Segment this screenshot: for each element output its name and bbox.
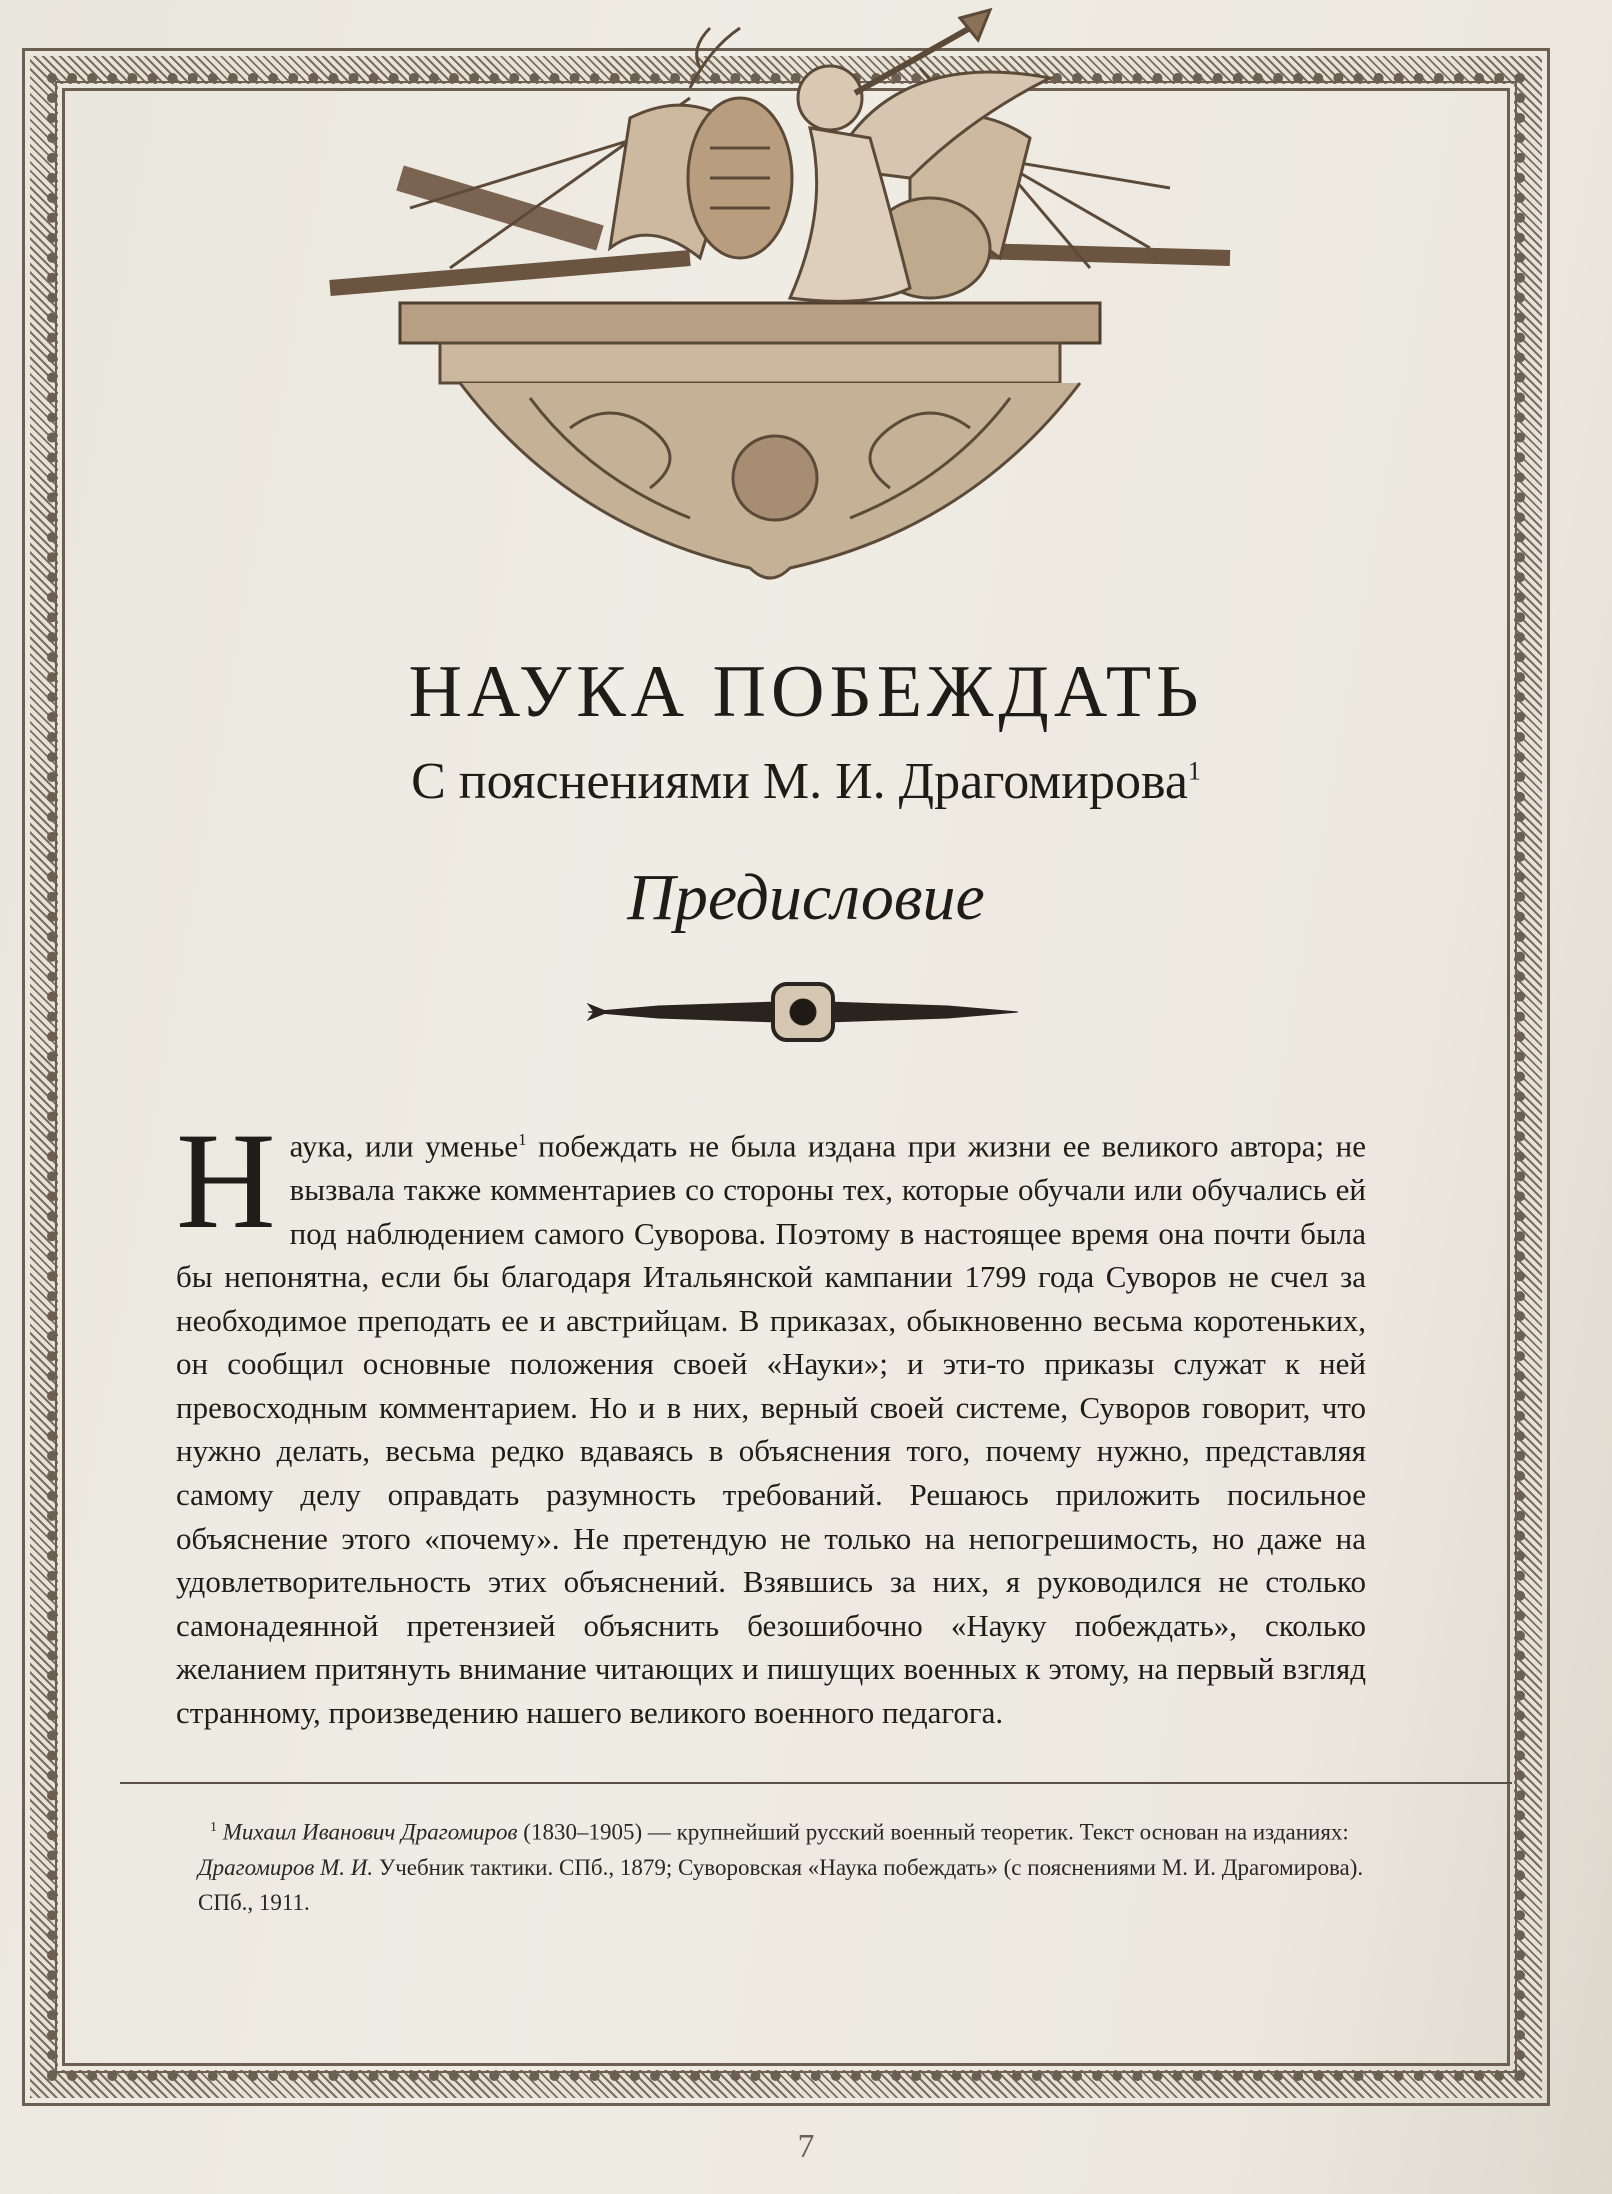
book-subtitle <box>120 752 1492 811</box>
footnote-text-1: (1830–1905) — крупнейший русский военный теоретик. Текст основан на изданиях: <box>517 1819 1349 1845</box>
footnote-number: 1 <box>210 1820 217 1835</box>
footnote-marker: 1 <box>518 1130 527 1149</box>
footnote-marker: 1 <box>1187 756 1201 786</box>
footnote-text-2: Учебник тактики. СПб., 1879; Суворовская «Наука побеждать» (с пояснениями М. И. Драгомирова). СПб., 1911. <box>198 1854 1364 1915</box>
footnote-source-author: Драгомиров М. И. <box>198 1854 374 1880</box>
paragraph-text: побеждать не была издана при жизни ее великого автора; не вызвала также комментариев со стороны тех, которые обучали или обучались ей под наблюдением самого Суворова. Поэтому в настоящее время она почти была бы непонятна, если бы благодаря Итальянской кампании 1799 года Суворов не счел за необходимое преподать ее и австрийцам. В приказах, обыкновенно весьма коротеньких, он сообщил основные положения своей «Науки»; и эти-то приказы служат к ней превосходным комментарием. Но и в них, верный своей системе, Суворов говорит, что нужно делать, весьма редко вдаваясь в объяснения того, почему нужно, представляя самому делу оправдать разумность требований. Решаюсь приложить посильное объяснение этого «почему». Не претендую не только на непогрешимость, но даже на удовлетворительность этих объяснений. Взявшись за них, я руководился не столько самонадеянной претензией объяснить безошибочно «Науку побеждать», сколько желанием притянуть внимание читающих и пишущих военных к этому, на первый взгляд странному, произведению нашего великого военного педагога. <box>176 1128 1367 1731</box>
ornamental-divider-icon <box>578 972 1028 1052</box>
footnote-rule <box>120 1782 1512 1784</box>
footnote <box>198 1810 1410 1920</box>
preface-paragraph <box>176 1104 1367 1735</box>
subtitle-text: С пояснениями М. И. Драгомирова <box>411 753 1188 810</box>
drop-cap: Н <box>176 1104 276 1257</box>
page-number: 7 <box>797 2128 815 2165</box>
section-heading: Предисловие <box>627 861 985 934</box>
trophy-vignette-icon <box>270 8 1280 598</box>
book-title: НАУКА ПОБЕЖДАТЬ <box>408 651 1204 733</box>
paragraph-opening: аука, или уменье <box>289 1128 519 1164</box>
footnote-author: Михаил Иванович Драгомиров <box>222 1819 518 1845</box>
